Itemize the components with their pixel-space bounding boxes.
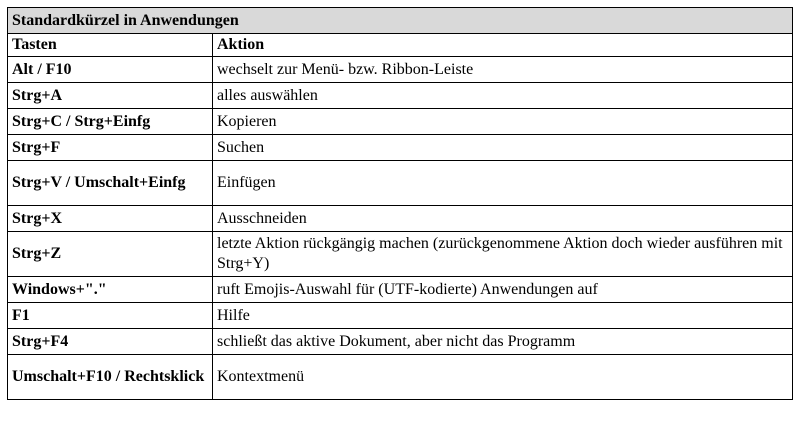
shortcut-key: Strg+F (8, 135, 213, 161)
header-keys: Tasten (8, 34, 213, 57)
table-row (8, 277, 793, 303)
shortcut-action: letzte Aktion rückgängig machen (zurückgenommene Aktion doch wieder ausführen mit Strg+Y) (213, 232, 793, 277)
table-row (8, 57, 793, 83)
table-row (8, 329, 793, 355)
shortcut-key: F1 (8, 303, 213, 329)
table-row (8, 109, 793, 135)
table-row (8, 232, 793, 277)
table-header-row (8, 34, 793, 57)
shortcut-key: Windows+"." (8, 277, 213, 303)
shortcut-action: Ausschneiden (213, 206, 793, 232)
shortcut-key: Alt / F10 (8, 57, 213, 83)
shortcuts-table (7, 7, 793, 400)
table-title: Standardkürzel in Anwendungen (8, 8, 793, 34)
shortcut-key: Umschalt+F10 / Rechtsklick (8, 355, 213, 400)
shortcut-key: Strg+V / Umschalt+Einfg (8, 161, 213, 206)
table-row (8, 161, 793, 206)
shortcut-action: Suchen (213, 135, 793, 161)
shortcut-action: schließt das aktive Dokument, aber nicht das Programm (213, 329, 793, 355)
shortcut-action: Einfügen (213, 161, 793, 206)
shortcut-key: Strg+A (8, 83, 213, 109)
shortcut-key: Strg+F4 (8, 329, 213, 355)
shortcut-key: Strg+C / Strg+Einfg (8, 109, 213, 135)
table-row (8, 135, 793, 161)
shortcut-action: Kontextmenü (213, 355, 793, 400)
shortcut-action: ruft Emojis-Auswahl für (UTF-kodierte) Anwendungen auf (213, 277, 793, 303)
shortcut-action: Kopieren (213, 109, 793, 135)
table-row (8, 303, 793, 329)
table-row (8, 83, 793, 109)
shortcut-action: alles auswählen (213, 83, 793, 109)
shortcut-key: Strg+Z (8, 232, 213, 277)
shortcut-action: wechselt zur Menü- bzw. Ribbon-Leiste (213, 57, 793, 83)
shortcut-action: Hilfe (213, 303, 793, 329)
table-title-row (8, 8, 793, 34)
table-row (8, 206, 793, 232)
table-row (8, 355, 793, 400)
header-action: Aktion (213, 34, 793, 57)
shortcut-key: Strg+X (8, 206, 213, 232)
